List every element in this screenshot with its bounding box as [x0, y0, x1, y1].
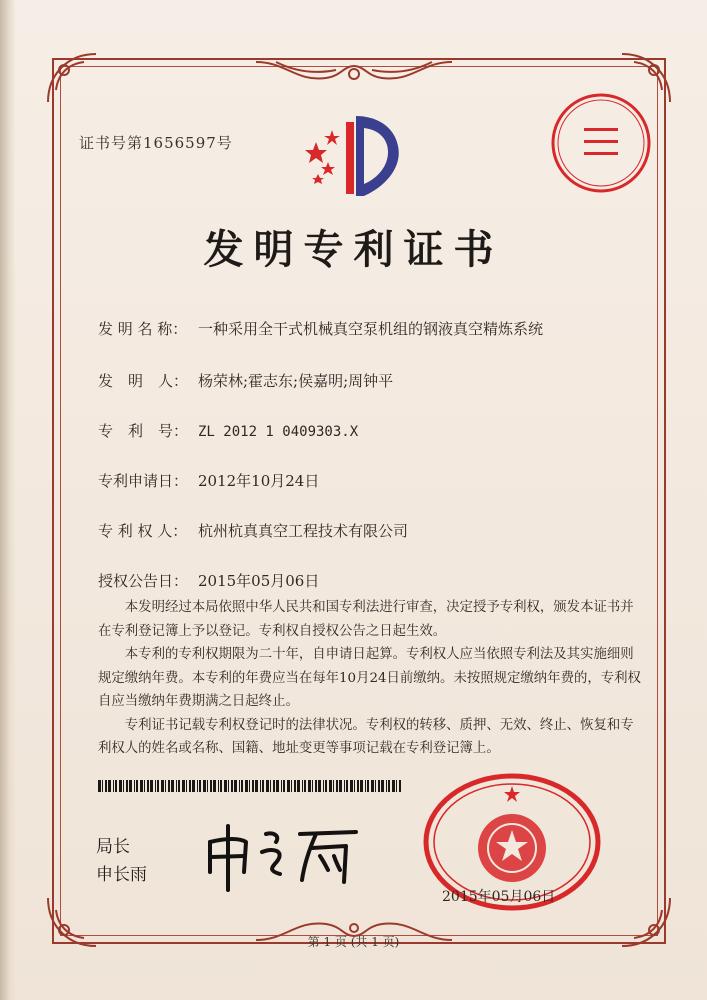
barcode-bar — [281, 780, 282, 792]
barcode-bar — [113, 780, 114, 792]
barcode-bar — [98, 780, 101, 792]
field-label: 专 利 权 人： — [98, 522, 188, 540]
barcode-bar — [396, 780, 397, 792]
field-application-date — [98, 470, 319, 491]
barcode-bar — [378, 780, 380, 792]
barcode-bar — [115, 780, 117, 792]
barcode-bar — [315, 780, 317, 792]
barcode-bar — [333, 780, 334, 792]
barcode-bar — [186, 780, 187, 792]
barcode-bar — [308, 780, 311, 792]
barcode-bar — [346, 780, 348, 792]
certificate-body — [98, 596, 646, 761]
barcode-bar — [294, 780, 296, 792]
field-patentee — [98, 520, 408, 541]
barcode-bar — [245, 780, 248, 792]
field-value: 一种采用全干式机械真空泵机组的钢液真空精炼系统 — [198, 320, 544, 338]
field-value: 2015年05月06日 — [198, 572, 320, 590]
barcode-bar — [260, 780, 261, 792]
certificate-title: 发明专利证书 — [203, 226, 504, 273]
barcode-bar — [150, 780, 153, 792]
field-value: 杭州杭真真空工程技术有限公司 — [198, 522, 409, 540]
field-label: 专利申请日： — [98, 472, 189, 490]
barcode-bar — [323, 780, 324, 792]
barcode-bar — [350, 780, 353, 792]
barcode-bar — [168, 780, 170, 792]
corner-ornament-top-left — [44, 50, 100, 106]
barcode-bar — [354, 780, 355, 792]
barcode-bar — [176, 780, 177, 792]
barcode-bar — [273, 780, 275, 792]
barcode-bar — [329, 780, 332, 792]
patent-office-logo — [298, 104, 418, 204]
field-label: 专 利 号： — [98, 422, 189, 440]
barcode-bar — [228, 780, 229, 792]
barcode-bar — [123, 780, 124, 792]
barcode-bar — [302, 780, 303, 792]
barcode-bar — [189, 780, 191, 792]
director-name: 申长雨 — [96, 865, 147, 885]
body-paragraph: 本专利的专利权期限为二十年，自申请日起算。专利权人应当依照专利法及其实施细则规定缴纳年费。本专利的年费应当在每年10月24日前缴纳。未按照规定缴纳年费的，专利权自应当缴纳年费期满之日起终止。 — [98, 647, 641, 709]
barcode-bar — [157, 780, 159, 792]
barcode-bar — [199, 780, 201, 792]
barcode-bar — [291, 780, 292, 792]
barcode-bar — [255, 780, 258, 792]
barcode-bar — [252, 780, 254, 792]
barcode-bar — [119, 780, 122, 792]
barcode-bar — [105, 780, 107, 792]
barcode-bar — [239, 780, 240, 792]
barcode-bar — [276, 780, 279, 792]
binding-shadow — [0, 0, 16, 1000]
barcode-bar — [102, 780, 103, 792]
barcode-bar — [367, 780, 369, 792]
barcode-bar — [182, 780, 185, 792]
barcode-bar — [270, 780, 271, 792]
barcode-bar — [231, 780, 233, 792]
barcode-bar — [144, 780, 145, 792]
barcode-bar — [375, 780, 376, 792]
barcode-bar — [336, 780, 338, 792]
printing-tax-seal — [548, 90, 654, 196]
barcode-bar — [224, 780, 227, 792]
page-number: 第 1 页 (共 1 页) — [307, 935, 400, 949]
barcode-bar — [207, 780, 208, 792]
barcode-bar — [325, 780, 327, 792]
barcode-bar — [371, 780, 374, 792]
field-label: 发 明 人： — [98, 372, 189, 390]
field-label: 发 明 名 称： — [98, 320, 188, 338]
barcode-bar — [381, 780, 384, 792]
barcode-bar — [171, 780, 174, 792]
barcode-bar — [339, 780, 342, 792]
top-ornament — [256, 58, 452, 88]
barcode-bar — [283, 780, 285, 792]
barcode-bar — [297, 780, 300, 792]
barcode-bar — [178, 780, 180, 792]
barcode-bar — [161, 780, 164, 792]
barcode-bar — [386, 780, 387, 792]
barcode-bar — [399, 780, 401, 792]
barcode — [98, 780, 404, 792]
barcode-bar — [344, 780, 345, 792]
barcode-bar — [304, 780, 306, 792]
barcode-bar — [192, 780, 195, 792]
barcode-bar — [266, 780, 269, 792]
barcode-bar — [220, 780, 222, 792]
barcode-bar — [129, 780, 132, 792]
field-patent-number — [98, 420, 358, 441]
seal-date: 2015年05月06日 — [442, 889, 556, 905]
barcode-bar — [108, 780, 111, 792]
barcode-bar — [287, 780, 290, 792]
field-inventors — [98, 370, 393, 391]
barcode-bar — [197, 780, 198, 792]
field-value: 2012年10月24日 — [198, 472, 320, 490]
barcode-bar — [388, 780, 390, 792]
field-label: 授权公告日： — [98, 572, 189, 590]
field-value: 杨荣林;霍志东;侯嘉明;周钟平 — [198, 372, 394, 390]
barcode-bar — [318, 780, 321, 792]
barcode-bar — [357, 780, 359, 792]
barcode-bar — [203, 780, 206, 792]
barcode-bar — [155, 780, 156, 792]
barcode-bar — [365, 780, 366, 792]
barcode-bar — [134, 780, 135, 792]
barcode-bar — [213, 780, 216, 792]
barcode-bar — [165, 780, 166, 792]
barcode-bar — [241, 780, 243, 792]
barcode-bar — [126, 780, 128, 792]
field-grant-date — [98, 570, 319, 591]
barcode-bar — [262, 780, 264, 792]
barcode-bar — [249, 780, 250, 792]
body-paragraph: 专利证书记载专利权登记时的法律状况。专利权的转移、质押、无效、终止、恢复和专利权人的姓名或名称、国籍、地址变更等事项记载在专利登记簿上。 — [98, 717, 634, 756]
certificate-number: 证书号第1656597号 — [79, 134, 233, 152]
barcode-bar — [234, 780, 237, 792]
barcode-bar — [218, 780, 219, 792]
field-invention-name — [98, 318, 543, 339]
body-paragraph: 本发明经过本局依照中华人民共和国专利法进行审查，决定授予专利权，颁发本证书并在专利登记簿上予以登记。专利权自授权公告之日起生效。 — [98, 600, 634, 639]
barcode-bar — [392, 780, 395, 792]
barcode-bar — [360, 780, 363, 792]
barcode-bar — [210, 780, 212, 792]
field-value: ZL 2012 1 0409303.X — [198, 424, 359, 440]
barcode-bar — [136, 780, 138, 792]
barcode-bar — [147, 780, 149, 792]
director-title: 局长 — [96, 837, 130, 857]
director-signature — [196, 812, 366, 892]
barcode-bar — [140, 780, 143, 792]
barcode-bar — [312, 780, 313, 792]
